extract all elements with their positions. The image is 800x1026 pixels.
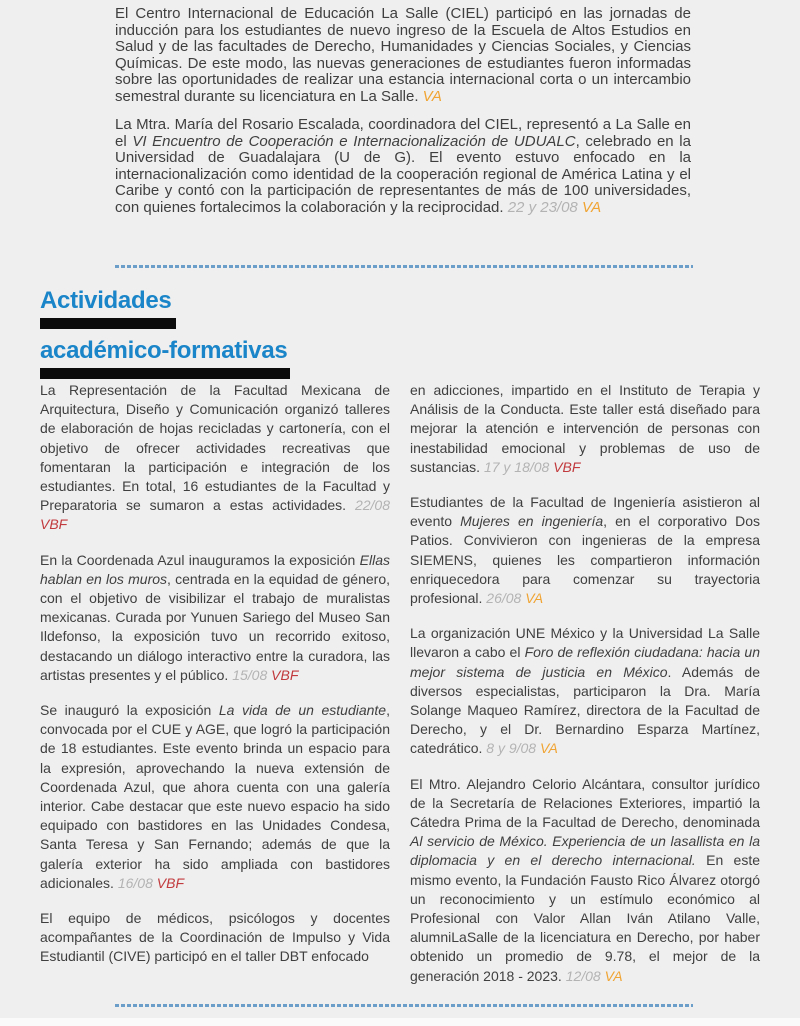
italic-text-run: Foro de reflexión ciudadana: hacia un mejor sistema de justicia en México	[410, 644, 760, 680]
section-heading	[40, 288, 440, 379]
title-underline-bar-2	[40, 368, 290, 379]
author-initials: VA	[422, 87, 442, 105]
paragraph	[40, 909, 390, 967]
italic-text-run: VI Encuentro de Cooperación e Internacionalización de UDUALC	[132, 132, 576, 150]
text-run: El equipo de médicos, psicólogos y docentes acompañantes de la Coordinación de Impulso y Vida Estudiantil (CIVE) participó en el taller DBT enfocado	[40, 910, 390, 965]
text-run: El Mtro. Alejandro Celorio Alcántara, consultor jurídico de la Secretaría de Relaciones Exteriores, impartió la Cátedra Prima de la Facultad de Derecho, denominada	[410, 775, 760, 831]
text-run: Estudiantes de la Facultad de Ingeniería asistieron al evento	[410, 494, 760, 530]
date-stamp: 22 y 23/08	[507, 198, 578, 216]
date-stamp: 16/08	[117, 874, 153, 891]
page-bottom-edge	[0, 1018, 800, 1026]
date-stamp: 17 y 18/08	[483, 458, 550, 475]
dashed-divider-top	[115, 265, 693, 268]
text-run: En la Coordenada Azul inauguramos la exposición	[40, 551, 360, 568]
text-run: en adicciones, impartido en el Instituto de Terapia y Análisis de la Conducta. Este taller está diseñado para mejorar la atención e intervención de personas con inestabilidad emocional y problemas de uso de sustancias.	[410, 382, 760, 475]
text-run: La Mtra. María del Rosario Escalada, coordinadora del CIEL, representó a La Salle en el	[115, 116, 691, 150]
right-column	[410, 381, 760, 1002]
text-run: , en el corporativo Dos Patios. Convivieron con ingenieras de la empresa SIEMENS, quienes les compartieron información enriquecedora para comenzar su trayectoria profesional.	[410, 513, 760, 607]
author-initials: VA	[604, 967, 623, 984]
paragraph	[410, 381, 760, 477]
text-run: , celebrado en la Universidad de Guadalajara (U de G). El evento estuvo enfocado en la internacionalización como identidad de la cooperación regional de América Latina y el Caribe y contó con la participación de representantes de más de 100 universidades, con quienes fortalecimos la colaboración y la reciprocidad.	[115, 132, 691, 216]
date-stamp: 12/08	[565, 967, 601, 984]
paragraph	[40, 551, 390, 685]
text-run: El Centro Internacional de Educación La Salle (CIEL) participó en las jornadas de inducción para los estudiantes de nuevo ingreso de la Escuela de Altos Estudios en Salud y de las facultades de Derecho, Humanidades y Ciencias Sociales, y Ciencias Químicas. De este modo, las nuevas generaciones de estudiantes fueron informadas sobre las oportunidades de realizar una estancia internacional corta o un intercambio semestral durante su licenciatura en La Salle.	[115, 5, 691, 105]
paragraph	[115, 6, 691, 105]
author-initials: VBF	[40, 516, 68, 533]
paragraph	[410, 624, 760, 758]
intro-section	[115, 6, 691, 228]
date-stamp: 26/08	[486, 590, 522, 607]
text-run: , centrada en la equidad de género, con el objetivo de visibilizar el trabajo de muralistas mexicanas. Curada por Yunuen Sariego del Museo San Ildefonso, la exposición tuvo un recorrido exitoso, destacando un diálogo interactivo entre la curadora, las artistas presentes y el público.	[40, 570, 390, 683]
paragraph	[410, 775, 760, 986]
text-run: En este mismo evento, la Fundación Fausto Rico Álvarez otorgó un reconocimiento y un estímulo económico al Profesional con Valor Allan Iván Atilano Valle, alumniLaSalle de la licenciatura en Derecho, por haber obtenido un promedio de 9.78, el mejor de la generación 2018 - 2023.	[410, 852, 760, 984]
section-title-line2: académico-formativas	[40, 337, 288, 364]
author-initials: VA	[581, 198, 602, 216]
text-run: Se inauguró la exposición	[40, 702, 219, 719]
left-column	[40, 381, 390, 1002]
title-underline-bar-1	[40, 318, 176, 329]
body-columns	[40, 381, 760, 1002]
author-initials: VA	[525, 590, 544, 607]
author-initials: VBF	[156, 874, 184, 891]
paragraph	[115, 117, 691, 216]
italic-text-run: Ellas hablan en los muros	[40, 551, 390, 587]
text-run: , convocada por el CUE y AGE, que logró la participación de 18 estudiantes. Este evento brinda un espacio para la expresión, aprovechando la nueva extensión de Coordenada Azul, que ahora cuenta con una galería interior. Cabe destacar que este nuevo espacio ha sido equipado con bastidores en las Unidades Condesa, Santa Teresa y San Fernando; además de que la galería exterior ha sido ampliada con bastidores adicionales.	[40, 702, 390, 891]
date-stamp: 15/08	[232, 666, 268, 683]
date-stamp: 8 y 9/08	[486, 740, 537, 757]
italic-text-run: Mujeres en ingeniería	[460, 513, 604, 530]
italic-text-run: Al servicio de México. Experiencia de un lasallista en la diplomacia y en el derecho internacional.	[410, 833, 760, 869]
dashed-divider-bottom	[115, 1004, 693, 1007]
text-run: . Además de diversos especialistas, participaron la Dra. María Solange Maqueo Ramírez, directora de la Facultad de Derecho, y el Dr. Bernardino Esparza Martínez, catedrático.	[410, 663, 760, 757]
author-initials: VBF	[553, 458, 581, 475]
paragraph	[40, 701, 390, 893]
section-title-line1: Actividades	[40, 287, 172, 314]
author-initials: VBF	[271, 666, 299, 683]
date-stamp: 22/08	[354, 497, 390, 514]
italic-text-run: La vida de un estudiante	[218, 702, 387, 719]
paragraph	[410, 493, 760, 608]
text-run: La organización UNE México y la Universidad La Salle llevaron a cabo el	[410, 625, 760, 661]
text-run: La Representación de la Facultad Mexicana de Arquitectura, Diseño y Comunicación organizó talleres de elaboración de hojas recicladas y cartonería, con el objetivo de ofrecer actividades recreativas que fomentaran la participación e integración de los estudiantes. En total, 16 estudiantes de la Facultad y Preparatoria se sumaron a estas actividades.	[40, 382, 390, 514]
author-initials: VA	[539, 740, 558, 757]
paragraph	[40, 381, 390, 535]
